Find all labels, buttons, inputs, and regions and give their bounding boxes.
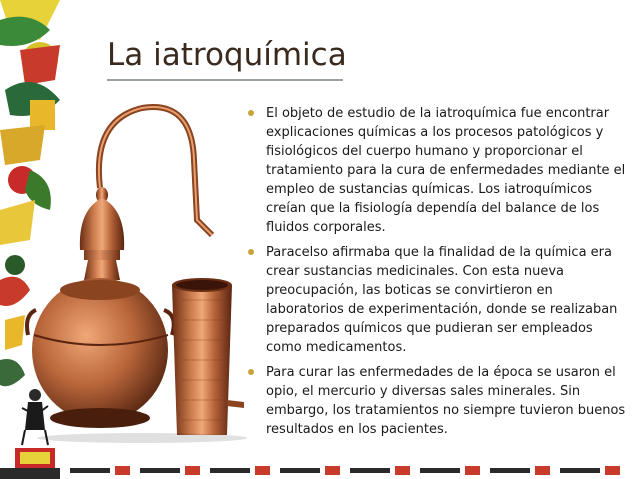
bullet-text: Para curar las enfermedades de la época se usaron el opio, el mercurio y diversas sales minerales. Sin embargo, los tratamientos no siempre tuvieron buenos resultados en los pacientes. <box>266 365 626 437</box>
copper-alembic-still-icon <box>22 100 252 445</box>
bottom-pattern-icon <box>60 462 638 479</box>
bullet-dot-icon <box>248 369 254 375</box>
title-underline <box>107 79 343 81</box>
bullet-item <box>246 104 630 237</box>
bullet-dot-icon <box>248 249 254 255</box>
bullet-text: Paracelso afirmaba que la finalidad de la química era crear sustancias medicinales. Con esta nueva preocupación, las boticas se convirtieron en laboratorios de experimentación, donde se realizaban preparados químicos que pudieran ser empleados como medicamentos. <box>266 245 618 355</box>
bullet-text: El objeto de estudio de la iatroquímica fue encontrar explicaciones químicas a los procesos patológicos y fisiológicos del cuerpo humano y proporcionar el tratamiento para la cura de enfermedades mediante el empleo de sustancias químicas. Los iatroquímicos creían que la fisiología dependía del balance de los fluidos corporales. <box>266 106 626 235</box>
slide-title: La iatroquímica <box>107 37 347 73</box>
bullet-dot-icon <box>248 110 254 116</box>
bullet-item <box>246 243 630 357</box>
bullet-list <box>246 104 630 445</box>
bullet-item <box>246 363 630 439</box>
